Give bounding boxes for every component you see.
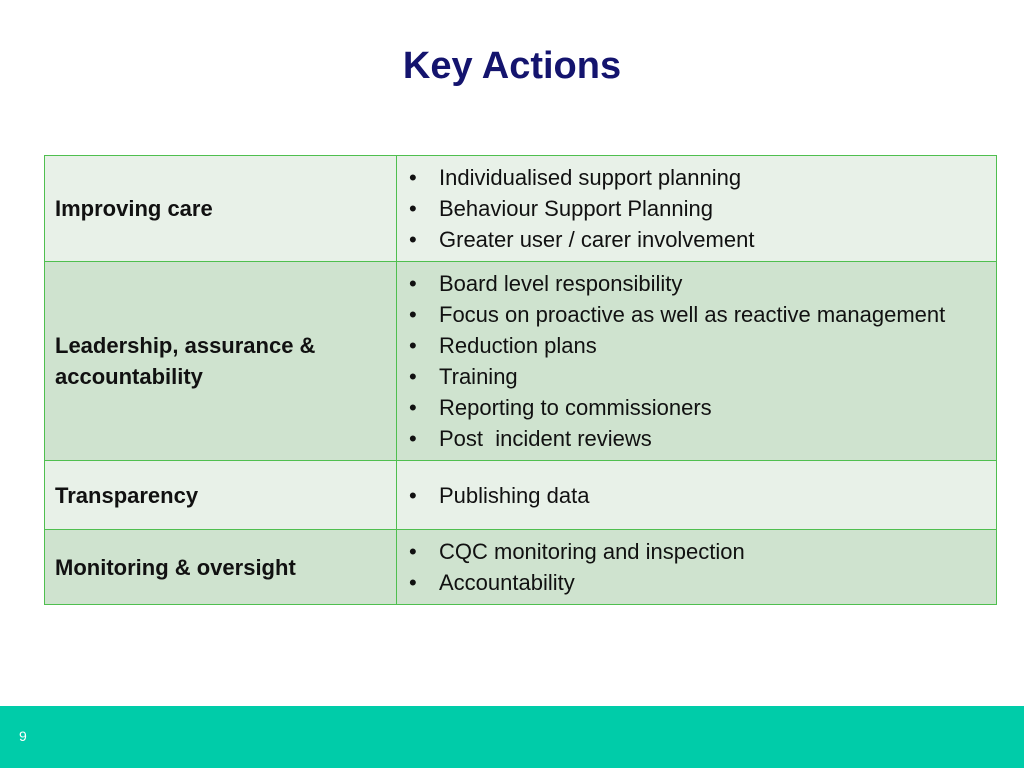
list-item-text: Board level responsibility	[439, 271, 683, 296]
list-item-text: Behaviour Support Planning	[439, 196, 713, 221]
bullet-icon: •	[409, 227, 417, 252]
bullet-icon: •	[409, 333, 417, 358]
bullet-list	[407, 536, 986, 598]
list-item-text: Individualised support planning	[439, 165, 742, 190]
list-item	[407, 392, 986, 423]
row-items	[397, 156, 997, 262]
row-items	[397, 461, 997, 530]
row-items	[397, 530, 997, 605]
list-item	[407, 299, 986, 330]
list-item	[407, 193, 986, 224]
bullet-icon: •	[409, 165, 417, 190]
list-item	[407, 423, 986, 454]
list-item-text: Reporting to commissioners	[439, 395, 712, 420]
row-items	[397, 262, 997, 461]
list-item-text: Post incident reviews	[439, 426, 652, 451]
list-item-text: Training	[439, 364, 518, 389]
bullet-list	[407, 268, 986, 454]
list-item-text: Publishing data	[439, 482, 590, 508]
list-item	[407, 224, 986, 255]
bullet-icon: •	[409, 570, 417, 595]
bullet-icon: •	[409, 539, 417, 564]
table-row-improving-care	[45, 156, 997, 262]
list-item	[407, 330, 986, 361]
list-item-text: CQC monitoring and inspection	[439, 539, 745, 564]
table-row-leadership	[45, 262, 997, 461]
page-number: 9	[19, 728, 27, 744]
list-item	[407, 361, 986, 392]
bullet-icon: •	[409, 482, 417, 508]
footer-bar	[0, 706, 1024, 768]
bullet-icon: •	[409, 395, 417, 420]
row-label: Leadership, assurance & accountability	[45, 262, 397, 461]
bullet-icon: •	[409, 364, 417, 389]
list-item-text: Reduction plans	[439, 333, 597, 358]
bullet-icon: •	[409, 271, 417, 296]
bullet-list	[407, 162, 986, 255]
list-item-text: Accountability	[439, 570, 575, 595]
list-item	[407, 268, 986, 299]
list-item	[407, 480, 986, 511]
slide-title: Key Actions	[402, 45, 622, 87]
list-item	[407, 536, 986, 567]
table-row-monitoring	[45, 530, 997, 605]
list-item-text: Greater user / carer involvement	[439, 227, 755, 252]
row-label: Improving care	[45, 156, 397, 262]
table-row-transparency	[45, 461, 997, 530]
bullet-icon: •	[409, 426, 417, 451]
key-actions-table	[44, 155, 997, 605]
bullet-icon: •	[409, 196, 417, 221]
row-label: Transparency	[45, 461, 397, 530]
bullet-list	[407, 480, 986, 511]
bullet-icon: •	[409, 302, 417, 327]
row-label: Monitoring & oversight	[45, 530, 397, 605]
list-item	[407, 567, 986, 598]
list-item-text: Focus on proactive as well as reactive management	[439, 302, 946, 327]
list-item	[407, 162, 986, 193]
